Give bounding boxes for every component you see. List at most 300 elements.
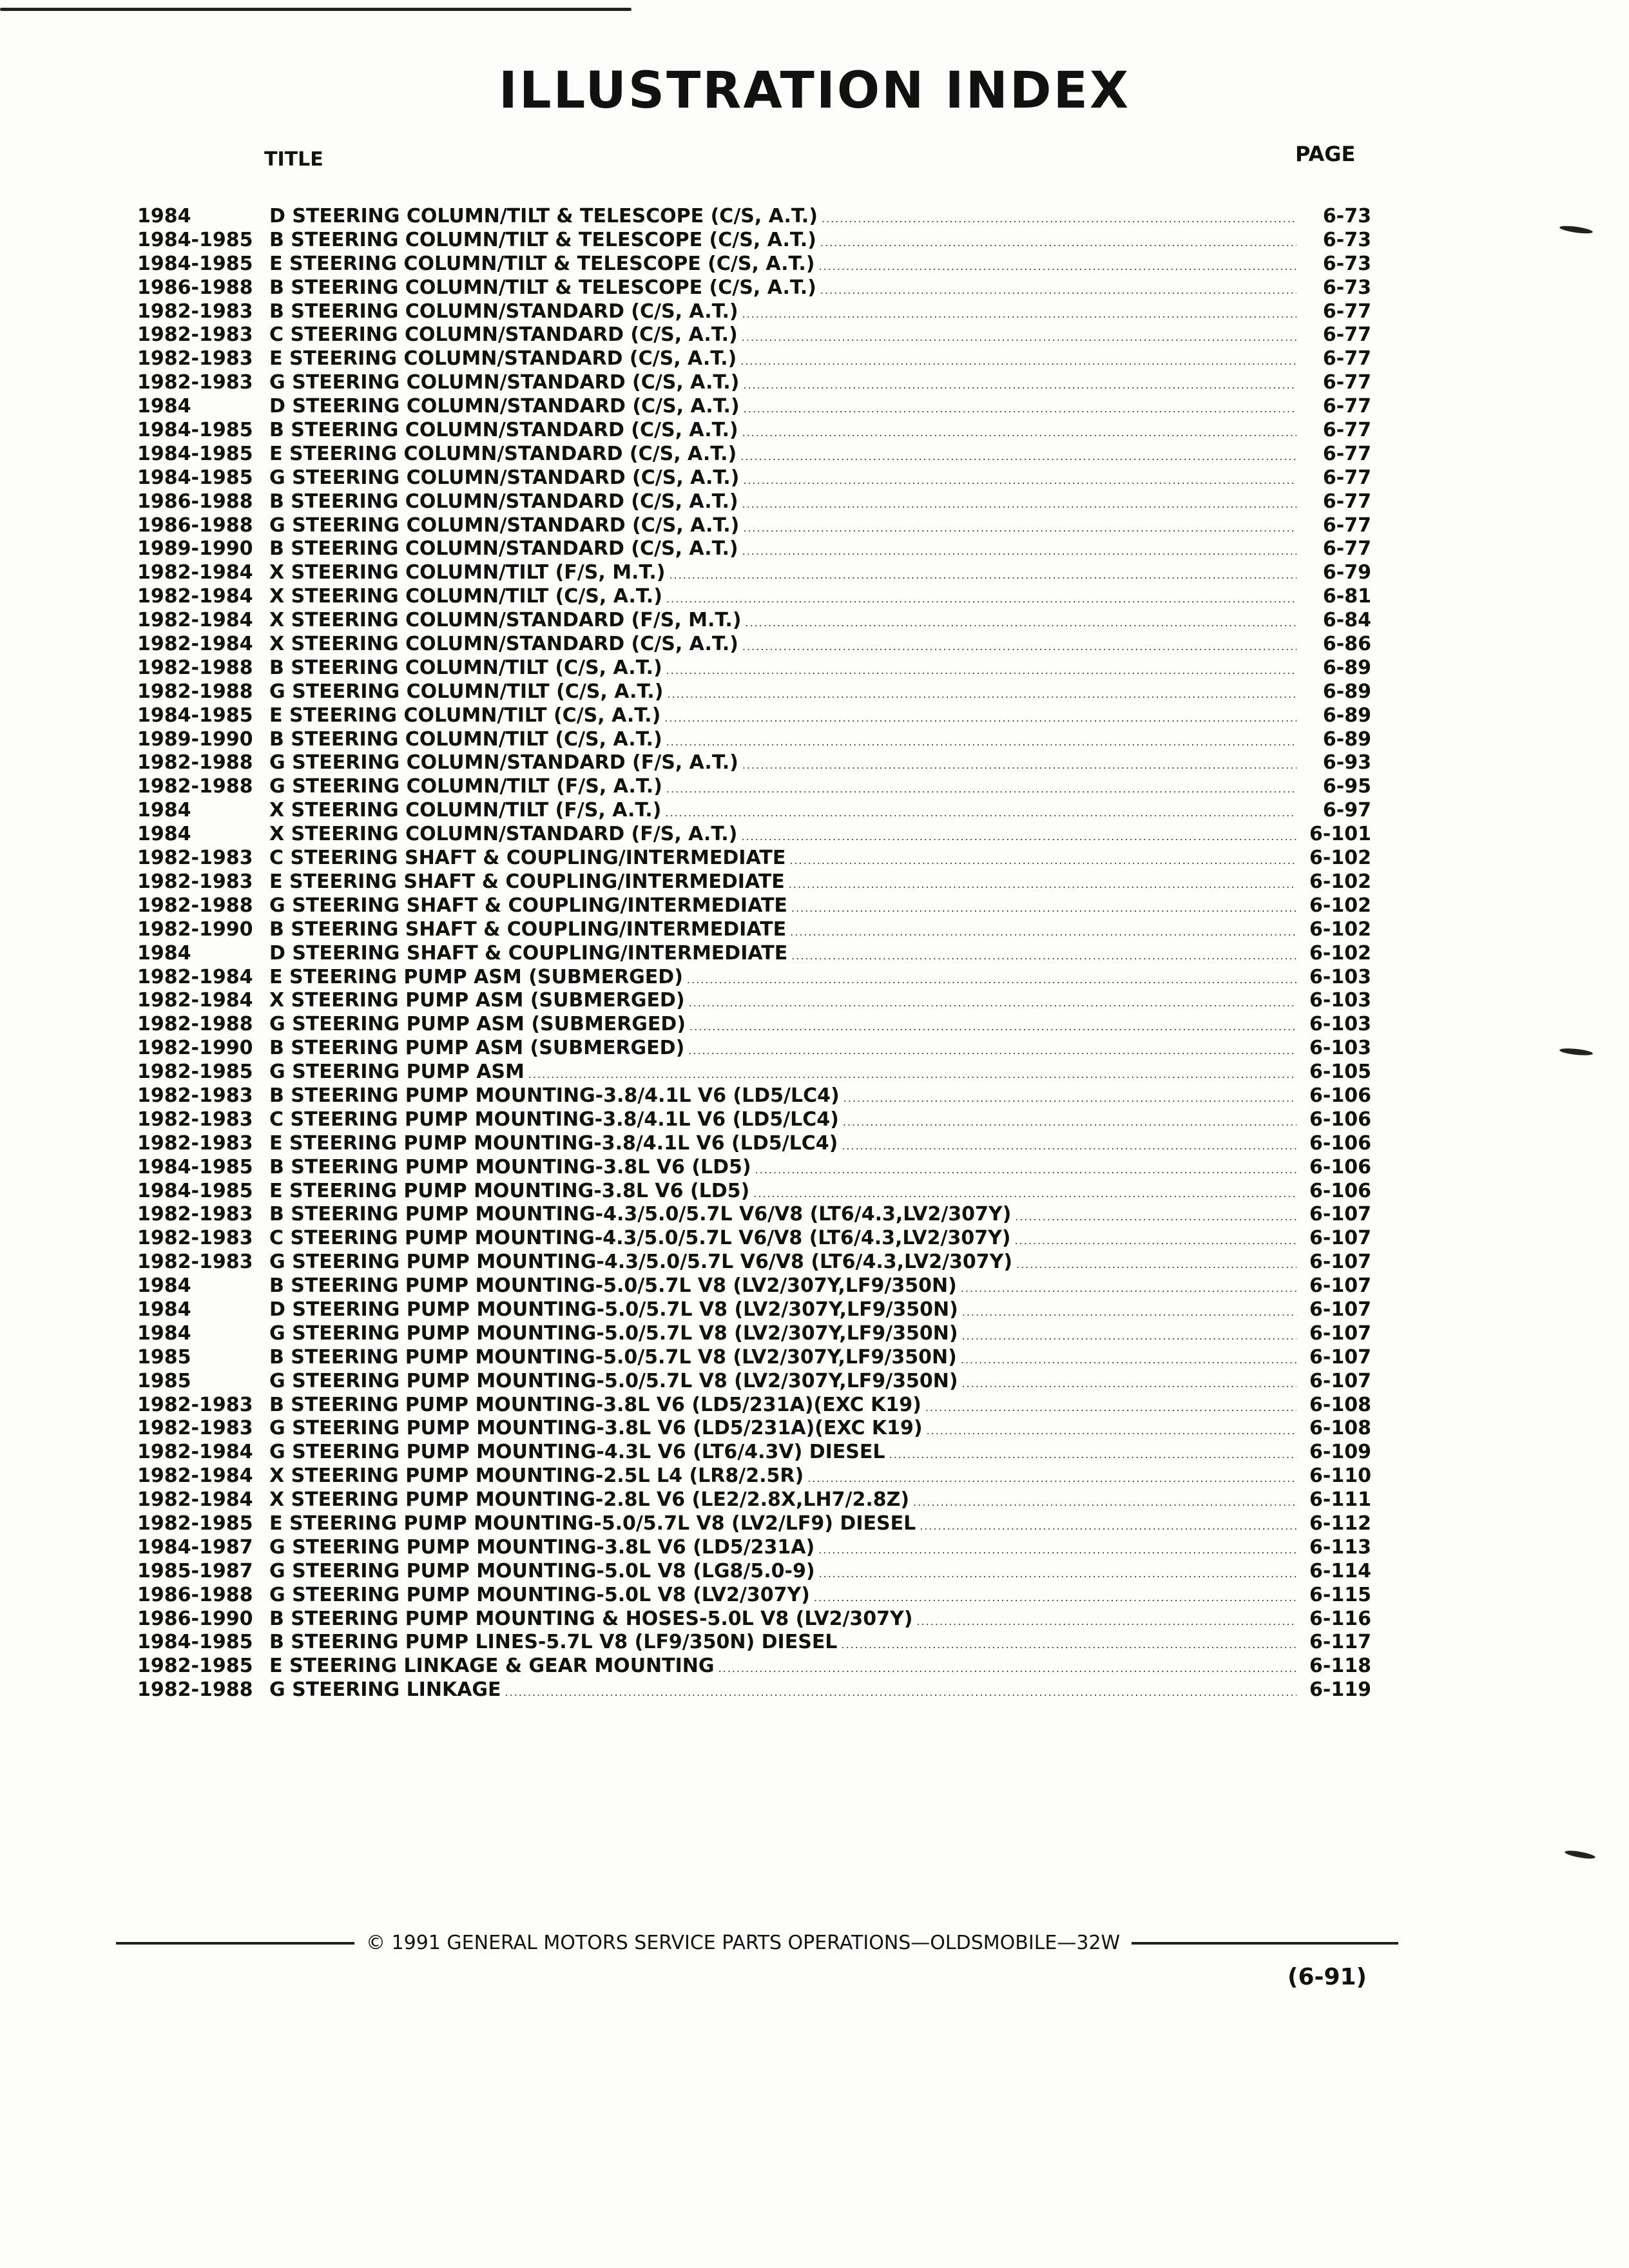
entry-page: 6-77 [1322, 419, 1371, 442]
entry-page: 6-107 [1309, 1251, 1371, 1274]
entry-years: 1982-1983 [137, 1131, 253, 1155]
dot-leader [819, 1568, 1296, 1580]
dot-leader [962, 1306, 1296, 1318]
index-row [137, 1132, 1371, 1156]
index-list [137, 205, 1371, 1702]
entry-years: 1982-1983 [137, 323, 253, 347]
entry-page: 6-113 [1309, 1535, 1371, 1559]
index-row [137, 1512, 1371, 1536]
index-row [137, 490, 1371, 514]
entry-years: 1984-1985 [137, 419, 253, 442]
dot-leader [843, 1116, 1296, 1128]
entry-years: 1982-1988 [137, 1678, 253, 1702]
index-row [137, 1180, 1371, 1204]
entry-title: G STEERING COLUMN/TILT (F/S, A.T.) [269, 775, 662, 798]
entry-page: 6-107 [1309, 1369, 1371, 1392]
dot-leader [666, 593, 1296, 605]
entry-title: X STEERING COLUMN/STANDARD (F/S, M.T.) [269, 609, 742, 632]
scan-mark [1559, 1047, 1594, 1056]
dot-leader [920, 1520, 1296, 1532]
footer-rule-left [116, 1942, 354, 1945]
dot-leader [789, 854, 1296, 867]
entry-years: 1986-1988 [137, 276, 253, 299]
entry-page: 6-77 [1322, 466, 1371, 489]
entry-years: 1986-1988 [137, 490, 253, 513]
entry-years: 1984-1985 [137, 442, 253, 465]
index-row [137, 561, 1371, 585]
entry-title: B STEERING PUMP MOUNTING-5.0/5.7L V8 (LV2/307Y,LF9/350N) [269, 1345, 957, 1369]
page-title: ILLUSTRATION INDEX [498, 62, 1131, 120]
entry-years: 1982-1984 [137, 609, 253, 632]
dot-leader [962, 1378, 1296, 1390]
index-row [137, 1488, 1371, 1512]
dot-leader [689, 997, 1296, 1009]
dot-leader [689, 1021, 1296, 1033]
dot-leader [740, 355, 1296, 367]
page-number: (6-91) [1287, 1964, 1367, 1990]
entry-title: E STEERING PUMP ASM (SUBMERGED) [269, 965, 683, 988]
dot-leader [667, 688, 1296, 700]
index-row [137, 1227, 1371, 1251]
index-row [137, 657, 1371, 680]
entry-page: 6-81 [1322, 585, 1371, 608]
scan-mark [1559, 224, 1594, 235]
entry-page: 6-77 [1322, 537, 1371, 561]
index-row [137, 585, 1371, 609]
entry-page: 6-103 [1309, 965, 1371, 988]
entry-title: G STEERING PUMP MOUNTING-5.0/5.7L V8 (LV2/307Y,LF9/350N) [269, 1369, 958, 1392]
entry-years: 1989-1990 [137, 727, 253, 751]
entry-title: B STEERING COLUMN/TILT (C/S, A.T.) [269, 656, 662, 679]
dot-leader [789, 878, 1296, 890]
index-row [137, 1298, 1371, 1322]
entry-title: B STEERING COLUMN/TILT & TELESCOPE (C/S, A.T.) [269, 276, 816, 299]
index-row [137, 704, 1371, 728]
dot-leader [820, 236, 1296, 249]
entry-years: 1984-1985 [137, 704, 253, 727]
entry-page: 6-89 [1322, 680, 1371, 703]
index-row [137, 1536, 1371, 1560]
dot-leader [664, 712, 1296, 724]
entry-page: 6-101 [1309, 823, 1371, 846]
dot-leader [791, 902, 1296, 914]
scan-mark [1565, 1849, 1596, 1860]
entry-page: 6-105 [1309, 1061, 1371, 1084]
entry-years: 1982-1988 [137, 1013, 253, 1036]
dot-leader [889, 1448, 1296, 1461]
entry-title: B STEERING COLUMN/STANDARD (C/S, A.T.) [269, 300, 738, 323]
entry-title: G STEERING COLUMN/STANDARD (C/S, A.T.) [269, 466, 740, 489]
dot-leader [842, 1140, 1296, 1152]
entry-title: B STEERING PUMP MOUNTING-3.8L V6 (LD5/231A)(EXC K19) [269, 1393, 921, 1416]
entry-page: 6-102 [1309, 941, 1371, 965]
dot-leader [961, 1282, 1296, 1294]
entry-years: 1984-1985 [137, 1631, 253, 1654]
entry-page: 6-77 [1322, 347, 1371, 370]
entry-years: 1982-1983 [137, 1203, 253, 1226]
entry-title: G STEERING PUMP MOUNTING-3.8L V6 (LD5/231A) [269, 1535, 815, 1559]
dot-leader [961, 1354, 1296, 1366]
entry-title: G STEERING PUMP MOUNTING-5.0L V8 (LV2/307Y) [269, 1583, 810, 1606]
index-row [137, 1203, 1371, 1227]
entry-page: 6-116 [1309, 1607, 1371, 1630]
entry-years: 1984 [137, 205, 191, 227]
entry-page: 6-102 [1309, 894, 1371, 917]
entry-title: G STEERING COLUMN/STANDARD (C/S, A.T.) [269, 371, 740, 394]
index-row [137, 942, 1371, 966]
index-row [137, 537, 1371, 561]
footer-copyright: © 1991 GENERAL MOTORS SERVICE PARTS OPERATIONS—OLDSMOBILE—32W [366, 1932, 1121, 1954]
entry-page: 6-97 [1322, 799, 1371, 822]
index-row [137, 323, 1371, 347]
dot-leader [687, 974, 1296, 986]
entry-page: 6-79 [1322, 561, 1371, 584]
dot-leader [742, 427, 1296, 439]
entry-title: X STEERING COLUMN/TILT (F/S, M.T.) [269, 561, 666, 584]
column-header-title: TITLE [264, 148, 323, 171]
entry-page: 6-86 [1322, 633, 1371, 656]
index-row [137, 276, 1371, 300]
entry-title: B STEERING PUMP MOUNTING-4.3/5.0/5.7L V6/V8 (LT6/4.3,LV2/307Y) [269, 1203, 1012, 1226]
entry-page: 6-107 [1309, 1227, 1371, 1250]
dot-leader [718, 1662, 1296, 1675]
entry-page: 6-107 [1309, 1203, 1371, 1226]
entry-page: 6-106 [1309, 1179, 1371, 1202]
footer [116, 1932, 1398, 1954]
entry-page: 6-102 [1309, 918, 1371, 941]
footer-rule-right [1132, 1942, 1398, 1945]
entry-title: D STEERING COLUMN/STANDARD (C/S, A.T.) [269, 395, 740, 418]
dot-leader [743, 474, 1296, 486]
entry-title: B STEERING SHAFT & COUPLING/INTERMEDIATE [269, 918, 787, 941]
dot-leader [755, 1164, 1296, 1176]
entry-title: D STEERING SHAFT & COUPLING/INTERMEDIATE [269, 941, 788, 965]
entry-page: 6-89 [1322, 704, 1371, 727]
entry-years: 1982-1988 [137, 775, 253, 798]
entry-title: B STEERING COLUMN/TILT & TELESCOPE (C/S, A.T.) [269, 228, 816, 251]
index-row [137, 1608, 1371, 1631]
entry-title: G STEERING COLUMN/TILT (C/S, A.T.) [269, 680, 664, 703]
entry-page: 6-77 [1322, 442, 1371, 465]
dot-leader [666, 783, 1296, 795]
dot-leader [742, 331, 1296, 343]
dot-leader [745, 617, 1296, 629]
dot-leader [688, 1044, 1296, 1057]
entry-title: X STEERING PUMP MOUNTING-2.8L V6 (LE2/2.8X,LH7/2.8Z) [269, 1488, 910, 1512]
index-row [137, 847, 1371, 870]
entry-page: 6-107 [1309, 1298, 1371, 1321]
dot-leader [742, 759, 1296, 771]
index-row [137, 633, 1371, 657]
entry-title: E STEERING PUMP MOUNTING-3.8L V6 (LD5) [269, 1179, 750, 1202]
entry-page: 6-108 [1309, 1393, 1371, 1416]
entry-years: 1984-1985 [137, 1179, 253, 1202]
entry-years: 1982-1983 [137, 1417, 253, 1440]
entry-page: 6-109 [1309, 1441, 1371, 1464]
entry-years: 1989-1990 [137, 537, 253, 561]
entry-title: G STEERING COLUMN/STANDARD (F/S, A.T.) [269, 751, 738, 774]
entry-title: E STEERING PUMP MOUNTING-5.0/5.7L V8 (LV2/LF9) DIESEL [269, 1512, 916, 1535]
entry-page: 6-77 [1322, 300, 1371, 323]
entry-years: 1982-1983 [137, 847, 253, 870]
entry-years: 1986-1988 [137, 514, 253, 537]
entry-years: 1982-1984 [137, 561, 253, 584]
entry-years: 1982-1983 [137, 347, 253, 370]
index-row [137, 1560, 1371, 1584]
dot-leader [742, 640, 1296, 653]
entry-title: B STEERING COLUMN/STANDARD (C/S, A.T.) [269, 419, 738, 442]
entry-title: C STEERING PUMP MOUNTING-4.3/5.0/5.7L V6/V8 (LT6/4.3,LV2/307Y) [269, 1227, 1011, 1250]
entry-years: 1982-1983 [137, 300, 253, 323]
entry-page: 6-107 [1309, 1274, 1371, 1298]
entry-years: 1982-1988 [137, 894, 253, 917]
index-row [137, 751, 1371, 775]
index-row [137, 514, 1371, 538]
scan-artifact-line [0, 8, 631, 11]
entry-page: 6-118 [1309, 1655, 1371, 1678]
entry-title: B STEERING COLUMN/STANDARD (C/S, A.T.) [269, 490, 738, 513]
index-row [137, 1370, 1371, 1394]
index-row [137, 966, 1371, 990]
entry-title: B STEERING COLUMN/TILT (C/S, A.T.) [269, 727, 662, 751]
entry-page: 6-77 [1322, 490, 1371, 513]
entry-years: 1982-1984 [137, 633, 253, 656]
entry-years: 1985-1987 [137, 1559, 253, 1582]
entry-title: B STEERING PUMP MOUNTING-3.8L V6 (LD5) [269, 1155, 751, 1178]
entry-years: 1984 [137, 1321, 191, 1345]
dot-leader [742, 545, 1296, 557]
entry-years: 1982-1983 [137, 371, 253, 394]
entry-page: 6-84 [1322, 609, 1371, 632]
index-row [137, 1251, 1371, 1274]
entry-page: 6-106 [1309, 1084, 1371, 1107]
entry-title: G STEERING PUMP MOUNTING-3.8L V6 (LD5/231A)(EXC K19) [269, 1417, 923, 1440]
dot-leader [1015, 1211, 1296, 1223]
dot-leader [913, 1496, 1296, 1508]
entry-page: 6-110 [1309, 1465, 1371, 1488]
entry-page: 6-106 [1309, 1108, 1371, 1131]
entry-years: 1982-1985 [137, 1512, 253, 1535]
entry-title: B STEERING PUMP ASM (SUBMERGED) [269, 1037, 685, 1060]
entry-title: G STEERING PUMP MOUNTING-5.0/5.7L V8 (LV2/307Y,LF9/350N) [269, 1321, 958, 1345]
entry-years: 1985 [137, 1369, 191, 1392]
dot-leader [665, 807, 1296, 819]
dot-leader [820, 284, 1296, 296]
entry-page: 6-77 [1322, 395, 1371, 418]
entry-page: 6-93 [1322, 751, 1371, 774]
dot-leader [666, 736, 1296, 748]
dot-leader [743, 522, 1296, 534]
index-row [137, 1084, 1371, 1108]
entry-title: G STEERING PUMP ASM [269, 1061, 525, 1084]
entry-page: 6-112 [1309, 1512, 1371, 1535]
entry-page: 6-114 [1309, 1559, 1371, 1582]
entry-years: 1984-1985 [137, 1155, 253, 1178]
entry-title: G STEERING PUMP ASM (SUBMERGED) [269, 1013, 686, 1036]
entry-years: 1984 [137, 1274, 191, 1298]
index-row [137, 443, 1371, 466]
dot-leader [669, 569, 1296, 581]
entry-page: 6-103 [1309, 1037, 1371, 1060]
entry-years: 1982-1984 [137, 585, 253, 608]
entry-years: 1982-1983 [137, 870, 253, 893]
dot-leader [822, 213, 1296, 225]
entry-years: 1982-1984 [137, 989, 253, 1012]
dot-leader [742, 498, 1296, 510]
dot-leader [742, 308, 1296, 320]
entry-years: 1982-1988 [137, 751, 253, 774]
index-row [137, 419, 1371, 443]
entry-page: 6-103 [1309, 1013, 1371, 1036]
entry-years: 1982-1984 [137, 1465, 253, 1488]
dot-leader [741, 831, 1296, 843]
entry-years: 1982-1985 [137, 1061, 253, 1084]
entry-page: 6-107 [1309, 1321, 1371, 1345]
entry-years: 1984 [137, 395, 191, 418]
entry-title: D STEERING PUMP MOUNTING-5.0/5.7L V8 (LV2/307Y,LF9/350N) [269, 1298, 958, 1321]
entry-years: 1985 [137, 1345, 191, 1369]
dot-leader [925, 1401, 1296, 1414]
entry-page: 6-77 [1322, 514, 1371, 537]
index-row [137, 799, 1371, 823]
entry-years: 1984-1987 [137, 1535, 253, 1559]
index-row [137, 1037, 1371, 1061]
entry-title: B STEERING PUMP MOUNTING-5.0/5.7L V8 (LV2/307Y,LF9/350N) [269, 1274, 957, 1298]
entry-years: 1986-1990 [137, 1607, 253, 1630]
entry-years: 1982-1983 [137, 1084, 253, 1107]
entry-years: 1982-1983 [137, 1251, 253, 1274]
entry-page: 6-77 [1322, 323, 1371, 347]
index-row [137, 1274, 1371, 1298]
entry-page: 6-108 [1309, 1417, 1371, 1440]
dot-leader [962, 1330, 1296, 1342]
dot-leader [753, 1187, 1296, 1200]
dot-leader [927, 1425, 1296, 1437]
index-row [137, 205, 1371, 229]
index-row [137, 1655, 1371, 1678]
index-row [137, 1108, 1371, 1132]
entry-years: 1986-1988 [137, 1583, 253, 1606]
entry-title: G STEERING COLUMN/STANDARD (C/S, A.T.) [269, 514, 740, 537]
entry-title: E STEERING SHAFT & COUPLING/INTERMEDIATE [269, 870, 785, 893]
entry-title: B STEERING PUMP LINES-5.7L V8 (LF9/350N) DIESEL [269, 1631, 838, 1654]
dot-leader [528, 1068, 1296, 1081]
entry-page: 6-107 [1309, 1345, 1371, 1369]
dot-leader [843, 1092, 1296, 1104]
dot-leader [819, 260, 1296, 273]
entry-years: 1984-1985 [137, 466, 253, 489]
index-row [137, 1061, 1371, 1084]
dot-leader [791, 950, 1296, 962]
entry-years: 1984-1985 [137, 252, 253, 275]
entry-years: 1984 [137, 941, 191, 965]
entry-years: 1982-1983 [137, 1108, 253, 1131]
entry-page: 6-103 [1309, 989, 1371, 1012]
index-row [137, 728, 1371, 752]
entry-page: 6-102 [1309, 847, 1371, 870]
entry-page: 6-73 [1322, 228, 1371, 251]
index-row [137, 1394, 1371, 1418]
entry-title: X STEERING COLUMN/STANDARD (F/S, A.T.) [269, 823, 738, 846]
entry-title: B STEERING PUMP MOUNTING-3.8/4.1L V6 (LD5/LC4) [269, 1084, 840, 1107]
dot-leader [790, 926, 1296, 938]
dot-leader [744, 403, 1296, 415]
dot-leader [814, 1591, 1296, 1604]
column-header-page: PAGE [1295, 142, 1356, 166]
entry-title: X STEERING PUMP MOUNTING-2.5L L4 (LR8/2.5R) [269, 1465, 804, 1488]
entry-title: G STEERING PUMP MOUNTING-5.0L V8 (LG8/5.0-9) [269, 1559, 815, 1582]
entry-years: 1982-1985 [137, 1655, 253, 1678]
entry-page: 6-73 [1322, 205, 1371, 227]
entry-page: 6-89 [1322, 727, 1371, 751]
index-row [137, 1678, 1371, 1702]
entry-title: E STEERING COLUMN/STANDARD (C/S, A.T.) [269, 347, 737, 370]
entry-years: 1984-1985 [137, 228, 253, 251]
dot-leader [1015, 1235, 1296, 1247]
entry-title: B STEERING PUMP MOUNTING & HOSES-5.0L V8 (LV2/307Y) [269, 1607, 913, 1630]
entry-years: 1982-1983 [137, 1393, 253, 1416]
index-row [137, 1441, 1371, 1465]
index-row [137, 1631, 1371, 1655]
entry-title: E STEERING COLUMN/STANDARD (C/S, A.T.) [269, 442, 737, 465]
entry-page: 6-89 [1322, 656, 1371, 679]
entry-title: C STEERING PUMP MOUNTING-3.8/4.1L V6 (LD5/LC4) [269, 1108, 839, 1131]
entry-page: 6-102 [1309, 870, 1371, 893]
dot-leader [807, 1472, 1296, 1485]
entry-title: B STEERING COLUMN/STANDARD (C/S, A.T.) [269, 537, 738, 561]
entry-years: 1982-1984 [137, 965, 253, 988]
dot-leader [505, 1686, 1296, 1698]
entry-page: 6-119 [1309, 1678, 1371, 1702]
index-row [137, 300, 1371, 324]
index-row [137, 253, 1371, 276]
entry-title: C STEERING COLUMN/STANDARD (C/S, A.T.) [269, 323, 738, 347]
entry-page: 6-115 [1309, 1583, 1371, 1606]
entry-page: 6-77 [1322, 371, 1371, 394]
entry-years: 1984 [137, 799, 191, 822]
entry-title: X STEERING PUMP ASM (SUBMERGED) [269, 989, 685, 1012]
entry-years: 1982-1988 [137, 656, 253, 679]
index-row [137, 680, 1371, 704]
index-row [137, 989, 1371, 1013]
entry-title: E STEERING COLUMN/TILT & TELESCOPE (C/S, A.T.) [269, 252, 815, 275]
dot-leader [666, 664, 1296, 677]
entry-years: 1982-1984 [137, 1488, 253, 1512]
index-row [137, 466, 1371, 490]
entry-years: 1982-1983 [137, 1227, 253, 1250]
index-row [137, 1156, 1371, 1180]
entry-page: 6-106 [1309, 1155, 1371, 1178]
index-row [137, 371, 1371, 395]
index-row [137, 1584, 1371, 1608]
index-row [137, 1013, 1371, 1037]
entry-page: 6-95 [1322, 775, 1371, 798]
entry-page: 6-111 [1309, 1488, 1371, 1512]
entry-years: 1984 [137, 1298, 191, 1321]
dot-leader [916, 1615, 1296, 1628]
entry-years: 1984 [137, 823, 191, 846]
entry-title: E STEERING LINKAGE & GEAR MOUNTING [269, 1655, 715, 1678]
entry-years: 1982-1990 [137, 918, 253, 941]
index-row [137, 823, 1371, 847]
index-row [137, 894, 1371, 918]
index-row [137, 870, 1371, 894]
entry-title: G STEERING LINKAGE [269, 1678, 501, 1702]
entry-title: X STEERING COLUMN/TILT (C/S, A.T.) [269, 585, 662, 608]
index-row [137, 1346, 1371, 1370]
entry-page: 6-117 [1309, 1631, 1371, 1654]
entry-page: 6-106 [1309, 1131, 1371, 1155]
